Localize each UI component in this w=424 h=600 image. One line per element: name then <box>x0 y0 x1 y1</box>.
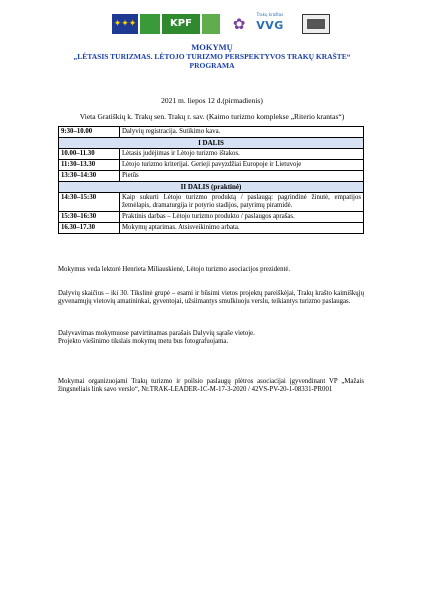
schedule-row <box>59 223 364 234</box>
audience-paragraph: Dalyvių skaičius – iki 30. Tikslinė grupė – esami ir būsimi vietos projektų pareiškėjai, Trakų krašto kaimiškųjų gyvenamųjų vietovių amatininkai, gyventojai, užsiimantys smulkiuoju verslu, teikiantys turizmo paslaugas. <box>58 290 364 305</box>
schedule-time: 16.30–17.30 <box>59 223 120 234</box>
section-part-1: I DALIS <box>59 138 364 149</box>
schedule-time: 14:30–15:30 <box>59 193 120 212</box>
leader-logo <box>140 14 160 34</box>
event-venue: Vieta Gratiškių k. Trakų sen. Trakų r. sav. (Kaimo turizmo komplekse „Riterio krantas“) <box>79 112 345 121</box>
logo-strip <box>112 14 332 36</box>
flower-logo: ✿ <box>232 15 246 33</box>
schedule-row <box>59 212 364 223</box>
document-header <box>0 42 424 70</box>
castle-icon <box>307 19 325 29</box>
doc-title: MOKYMŲ <box>191 42 233 52</box>
vvg-logo <box>252 14 288 34</box>
event-date: 2021 m. liepos 12 d.(pirmadienis) <box>161 96 263 105</box>
lecturer-paragraph: Mokymus veda lektorė Henrieta Miliauskienė, Lėtojo turizmo asociacijos prezidentė. <box>58 266 291 273</box>
schedule-table <box>58 126 364 234</box>
green-logo <box>202 14 220 34</box>
section-part-2: II DALIS (praktinė) <box>59 182 364 193</box>
organizer-paragraph: Mokymai organizuojami Trakų turizmo ir poilsio paslaugų plėtros asociacijai įgyvendinant VP „Mažais žingsneliais link savo verslo“, Nr.TRAK-LEADER-1C-M-17-3-2020 / 42VS-PV-20-1-08331-PR001 <box>58 378 364 393</box>
schedule-text: Lėtasis judėjimas ir Lėtojo turizmo ištakos. <box>120 149 364 160</box>
doc-subtitle: „LĖTASIS TURIZMAS. LĖTOJO TURIZMO PERSPEKTYVOS TRAKŲ KRAŠTE“ <box>73 52 351 61</box>
doc-program-label: PROGRAMA <box>189 61 235 70</box>
eu-flag-logo <box>112 14 138 34</box>
vvg-logo-text: VVG <box>256 19 284 32</box>
schedule-section-header <box>59 138 364 149</box>
schedule-time: 13:30–14:30 <box>59 171 120 182</box>
vvg-logo-caption: Trakų kraštas <box>256 12 284 17</box>
schedule-text: Dalyvių registracija. Sutikimo kava. <box>120 127 364 138</box>
schedule-section-header <box>59 182 364 193</box>
schedule-text: Pietūs <box>120 171 364 182</box>
schedule-row <box>59 160 364 171</box>
schedule-time: 10.00–11.30 <box>59 149 120 160</box>
schedule-time: 9:30–10.00 <box>59 127 120 138</box>
castle-logo <box>302 14 330 34</box>
schedule-row <box>59 171 364 182</box>
schedule-text: Praktinis darbas – Lėtojo turizmo produkto / paslaugos aprašas. <box>120 212 364 223</box>
schedule-row <box>59 149 364 160</box>
schedule-row <box>59 193 364 212</box>
schedule-time: 11:30–13.30 <box>59 160 120 171</box>
schedule-text: Mokymų aptarimas. Atsisveikinimo arbata. <box>120 223 364 234</box>
confirmation-paragraph: Dalyvavimas mokymuose patvirtinamas parašais Dalyvių sąraše vietoje. <box>58 330 255 337</box>
schedule-text: Kaip sukurti Lėtojo turizmo produktą / paslaugą: pagrindinė žinutė, empatijos žemėlapis, dramaturgija ir potyrio stadijos, patyrimų piramidė. <box>120 193 364 212</box>
schedule-text: Lėtojo turizmo kriterijai. Gerieji pavyzdžiai Europoje ir Lietuvoje <box>120 160 364 171</box>
photo-notice-paragraph: Projekto viešinimo tikslais mokymų metu bus fotografuojama. <box>58 338 229 345</box>
stars-icon: ✦✦✦ <box>113 19 137 29</box>
schedule-time: 15:30–16:30 <box>59 212 120 223</box>
kpf-logo: KPF <box>162 14 200 34</box>
schedule-row <box>59 127 364 138</box>
